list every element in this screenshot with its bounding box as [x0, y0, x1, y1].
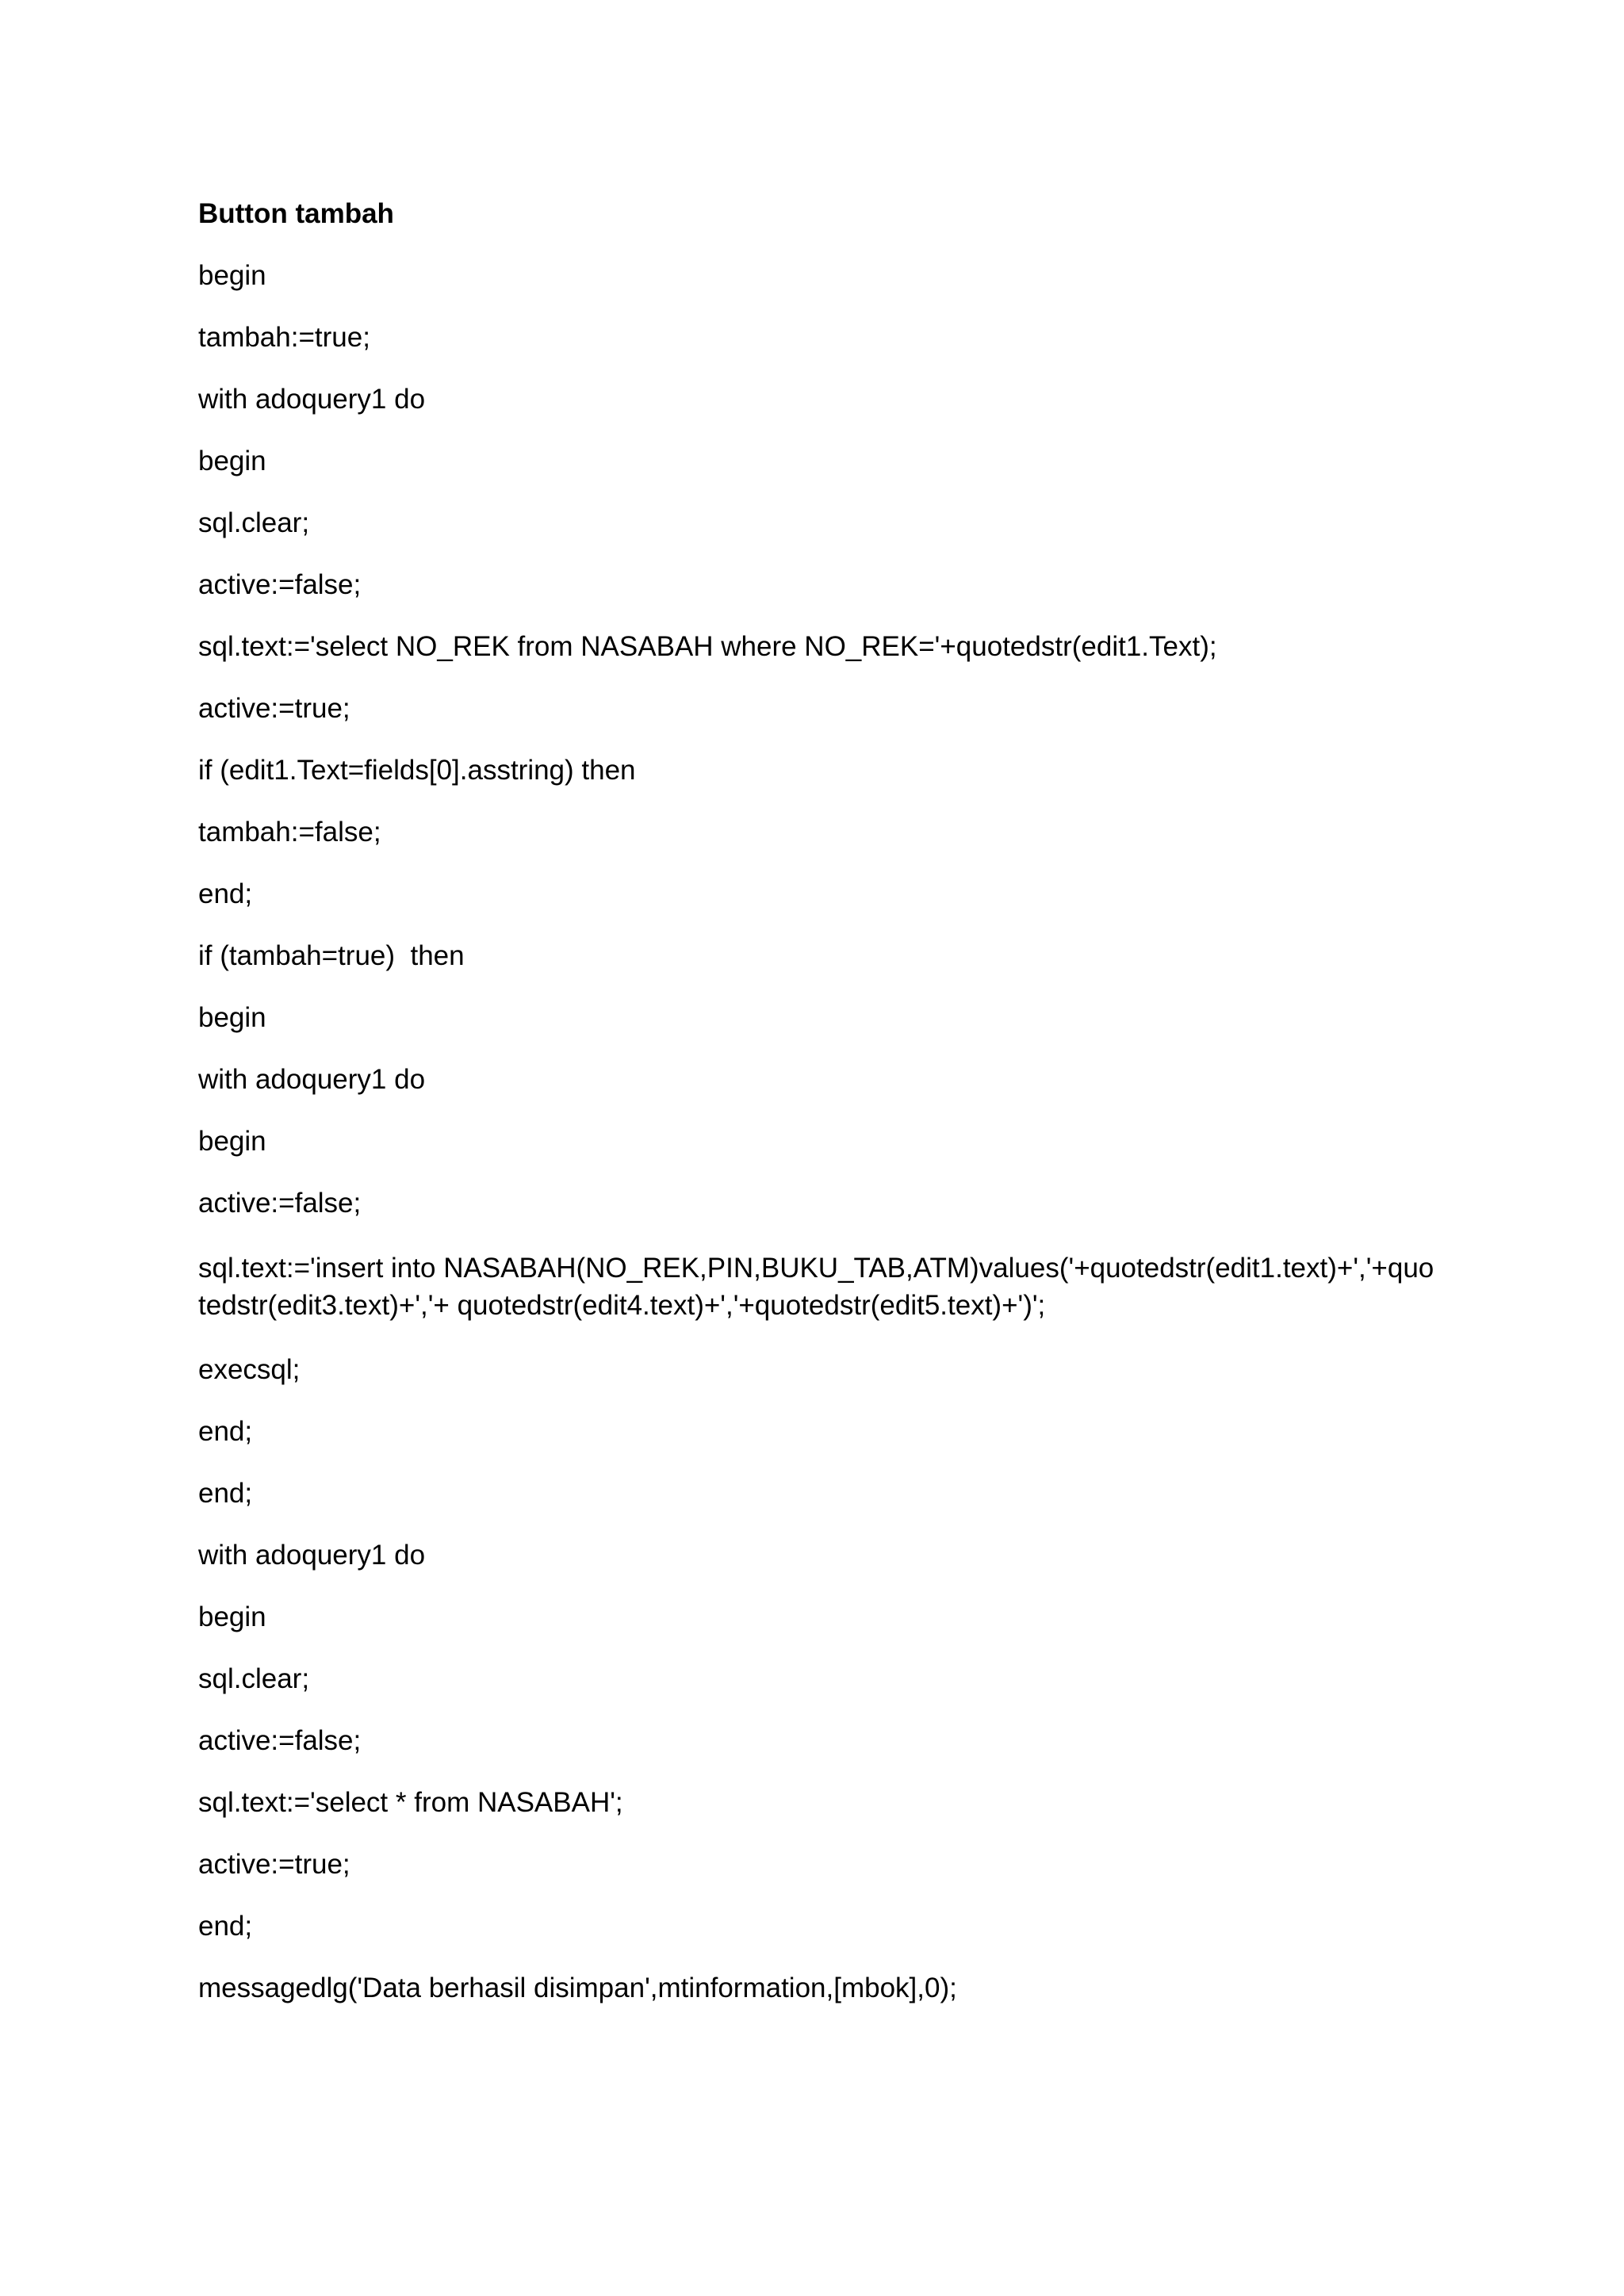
section-heading: Button tambah [198, 198, 394, 229]
code-line: active:=false; [198, 569, 362, 600]
code-line: with adoquery1 do [198, 384, 426, 415]
code-line: with adoquery1 do [198, 1540, 426, 1571]
code-line: begin [198, 446, 266, 476]
code-line: sql.clear; [198, 507, 310, 538]
code-line-wrapped: sql.text:='insert into NASABAH(NO_REK,PIN,BUKU_TAB,ATM)values('+quotedstr(edit1.text)+','+quotedstr(edit3.text)+','+ quotedstr(edit4.text)+','+quotedstr(edit5.text)+')'; [198, 1253, 1434, 1321]
code-line: messagedlg('Data berhasil disimpan',mtinformation,[mbok],0); [198, 1973, 957, 2003]
code-line: active:=false; [198, 1725, 362, 1756]
code-line: tambah:=true; [198, 322, 370, 353]
code-line: begin [198, 1126, 266, 1157]
code-line: sql.text:='select NO_REK from NASABAH where NO_REK='+quotedstr(edit1.Text); [198, 631, 1217, 662]
code-line: if (edit1.Text=fields[0].asstring) then [198, 755, 636, 786]
code-line: end; [198, 878, 253, 909]
code-line: begin [198, 1002, 266, 1033]
code-line: sql.text:='select * from NASABAH'; [198, 1787, 623, 1818]
code-line: active:=true; [198, 693, 350, 724]
code-line: end; [198, 1416, 253, 1447]
code-line: begin [198, 260, 266, 291]
code-line: end; [198, 1911, 253, 1942]
code-line: tambah:=false; [198, 817, 381, 848]
code-line: end; [198, 1478, 253, 1509]
code-line: active:=false; [198, 1188, 362, 1219]
code-line: active:=true; [198, 1849, 350, 1880]
code-line: sql.clear; [198, 1663, 310, 1694]
code-line: with adoquery1 do [198, 1064, 426, 1095]
code-line: begin [198, 1601, 266, 1632]
document-body [198, 198, 1435, 2034]
code-line: execsql; [198, 1354, 301, 1385]
code-line: if (tambah=true) then [198, 940, 465, 971]
